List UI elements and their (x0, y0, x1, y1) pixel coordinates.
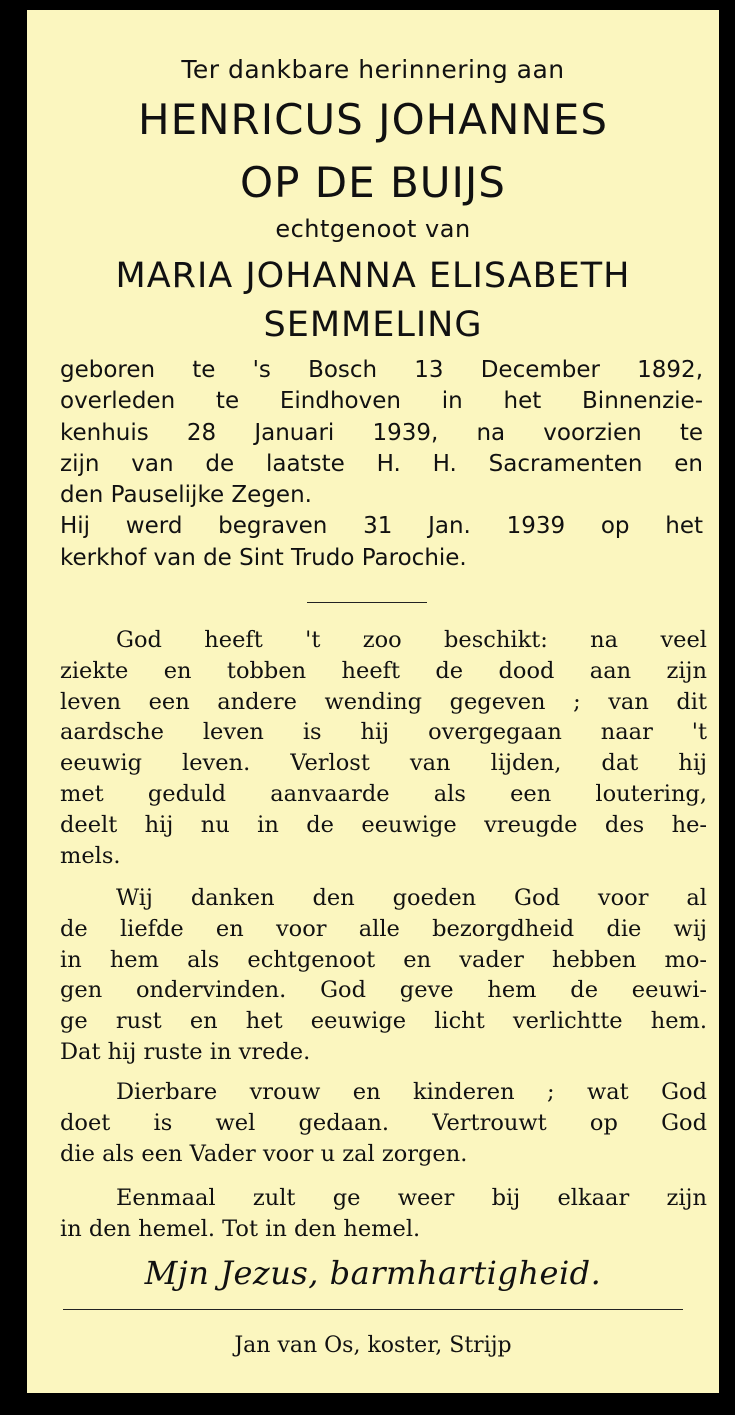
paragraph-line: met geduld aanvaarde als een loutering, (60, 780, 707, 807)
paragraph-2 (60, 883, 707, 1068)
paragraph-line: de liefde en voor alle bezorgdheid die wij (60, 915, 707, 942)
biography-line: kenhuis 28 Januari 1939, na voorzien te (60, 419, 703, 446)
paragraph-line: die als een Vader voor u zal zorgen. (60, 1140, 468, 1167)
paragraph-line: in den hemel. Tot in den hemel. (60, 1215, 421, 1242)
paragraph-line: doet is wel gedaan. Vertrouwt op God (60, 1109, 707, 1136)
paragraph-line: Dierbare vrouw en kinderen ; wat God (116, 1079, 707, 1105)
biography-line: geboren te 's Bosch 13 December 1892, (60, 357, 703, 383)
spouse-name-line1: MARIA JOHANNA ELISABETH (115, 256, 631, 296)
biography-line: den Pauselijke Zegen. (60, 482, 312, 509)
paragraph-line: Eenmaal zult ge weer bij elkaar zijn (116, 1185, 707, 1211)
deceased-name-line2: OP DE BUIJS (240, 158, 506, 207)
short-divider (307, 602, 427, 603)
paragraph-line: God heeft 't zoo beschikt: na veel (116, 627, 707, 653)
paragraph-1 (60, 625, 707, 871)
long-divider (63, 1309, 683, 1310)
biography-line: kerkhof van de Sint Trudo Parochie. (60, 544, 467, 571)
biography-block (60, 355, 703, 574)
intro-text: Ter dankbare herinnering aan (181, 55, 565, 84)
paragraph-line: aardsche leven is hij overgegaan naar 't (60, 719, 707, 746)
paragraph-line: eeuwig leven. Verlost van lijden, dat hij (60, 750, 707, 777)
prayer-motto: Mjn Jezus, barmhartigheid. (144, 1254, 602, 1292)
paragraph-line: leven een andere wending gegeven ; van dit (60, 688, 707, 715)
paragraph-line: Wij danken den goeden God voor al (116, 885, 707, 911)
biography-line: Hij werd begraven 31 Jan. 1939 op het (60, 513, 703, 540)
paragraph-line: ge rust en het eeuwige licht verlichtte hem. (60, 1008, 707, 1035)
deceased-name-line1: HENRICUS JOHANNES (138, 95, 608, 144)
biography-line: zijn van de laatste H. H. Sacramenten en (60, 450, 703, 477)
paragraph-4 (60, 1183, 707, 1245)
paragraph-line: in hem als echtgenoot en vader hebben mo- (60, 946, 707, 973)
memorial-card (27, 10, 719, 1393)
paragraph-line: Dat hij ruste in vrede. (60, 1038, 311, 1065)
spouse-name-line2: SEMMELING (263, 305, 483, 345)
paragraph-line: ziekte en tobben heeft de dood aan zijn (60, 657, 707, 684)
paragraph-line: deelt hij nu in de eeuwige vreugde des he- (60, 811, 707, 838)
spouse-intro-text: echtgenoot van (275, 215, 471, 243)
paragraph-line: mels. (60, 842, 121, 869)
paragraph-line: gen ondervinden. God geve hem de eeuwi- (60, 977, 707, 1004)
biography-line: overleden te Eindhoven in het Binnenzie- (60, 388, 703, 415)
printer-credit: Jan van Os, koster, Strijp (234, 1333, 512, 1358)
paragraph-3 (60, 1077, 707, 1169)
